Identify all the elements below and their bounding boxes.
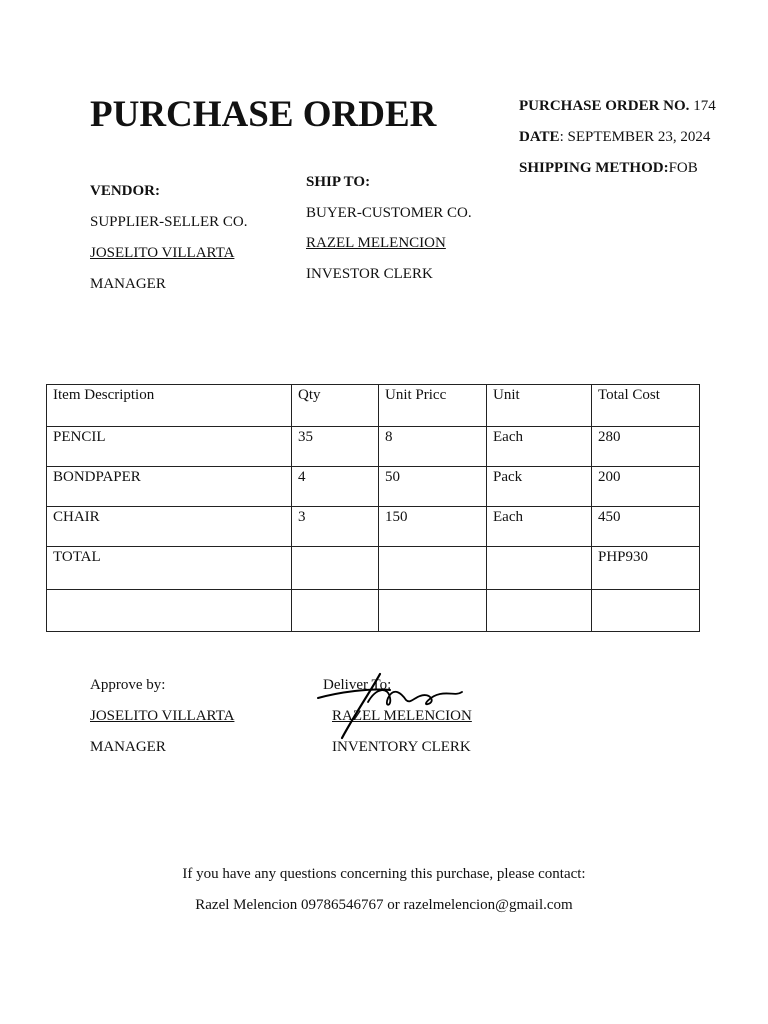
cell-total-cost: 280 [592, 427, 700, 467]
table-header-row [47, 385, 700, 427]
cell-qty: 3 [292, 507, 379, 547]
cell-total-cost: 200 [592, 467, 700, 507]
deliver-to-position: INVENTORY CLERK [332, 739, 471, 755]
contact-prompt: If you have any questions concerning this purchase, please contact: [182, 866, 586, 882]
header-unit-price: Unit Pricc [379, 385, 487, 427]
header-item-description: Item Description [47, 385, 292, 427]
shipping-method-value: FOB [668, 160, 698, 176]
deliver-to-label: Deliver To: [323, 677, 392, 693]
cell-unit-price: 50 [379, 467, 487, 507]
vendor-heading: VENDOR: [90, 183, 160, 199]
po-number-value: 174 [689, 98, 716, 114]
header-unit: Unit [487, 385, 592, 427]
table-total-row [47, 547, 700, 590]
shipping-method-line [519, 160, 698, 177]
header-qty: Qty [292, 385, 379, 427]
handwritten-signature [310, 668, 480, 744]
ship-to-heading: SHIP TO: [306, 174, 371, 190]
total-empty-cell [487, 547, 592, 590]
vendor-company: SUPPLIER-SELLER CO. [90, 214, 248, 230]
deliver-to-name: RAZEL MELENCION [332, 708, 472, 724]
table-row [47, 467, 700, 507]
cell-unit: Each [487, 427, 592, 467]
cell-unit: Pack [487, 467, 592, 507]
total-value: PHP930 [592, 547, 700, 590]
approver-position: MANAGER [90, 739, 166, 755]
shipping-method-label: SHIPPING METHOD: [519, 160, 669, 176]
cell-unit-price: 150 [379, 507, 487, 547]
cell-item-description: BONDPAPER [47, 467, 292, 507]
cell-qty: 35 [292, 427, 379, 467]
cell-unit: Each [487, 507, 592, 547]
total-label: TOTAL [47, 547, 292, 590]
vendor-position: MANAGER [90, 276, 166, 292]
ship-to-position: INVESTOR CLERK [306, 266, 433, 282]
cell-total-cost: 450 [592, 507, 700, 547]
ship-to-company: BUYER-CUSTOMER CO. [306, 205, 472, 221]
blank-cell [379, 590, 487, 632]
table-blank-row [47, 590, 700, 632]
blank-cell [592, 590, 700, 632]
date-value: : SEPTEMBER 23, 2024 [559, 129, 711, 145]
total-empty-cell [292, 547, 379, 590]
approver-name: JOSELITO VILLARTA [90, 708, 235, 724]
ship-to-contact: RAZEL MELENCION [306, 235, 446, 251]
cell-unit-price: 8 [379, 427, 487, 467]
date-label: DATE [519, 129, 560, 145]
po-number-label: PURCHASE ORDER NO. [519, 98, 690, 114]
items-table [46, 384, 700, 632]
vendor-contact: JOSELITO VILLARTA [90, 245, 235, 261]
blank-cell [292, 590, 379, 632]
contact-details: Razel Melencion 09786546767 or razelmelencion@gmail.com [195, 897, 573, 913]
table-row [47, 427, 700, 467]
approve-by-label: Approve by: [90, 677, 166, 693]
cell-item-description: PENCIL [47, 427, 292, 467]
blank-cell [47, 590, 292, 632]
cell-qty: 4 [292, 467, 379, 507]
po-number-line [519, 98, 716, 115]
blank-cell [487, 590, 592, 632]
cell-item-description: CHAIR [47, 507, 292, 547]
date-line [519, 129, 710, 146]
table-row [47, 507, 700, 547]
total-empty-cell [379, 547, 487, 590]
page-title: PURCHASE ORDER [90, 94, 437, 135]
header-total-cost: Total Cost [592, 385, 700, 427]
